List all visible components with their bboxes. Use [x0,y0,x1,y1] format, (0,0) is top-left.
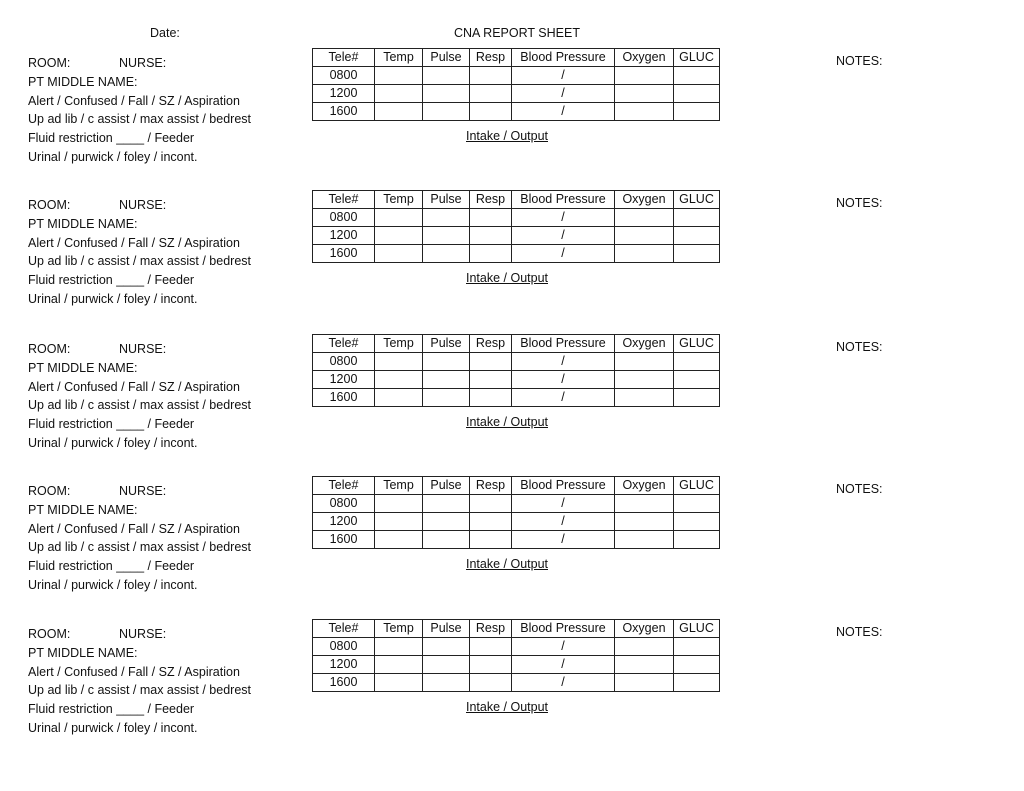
vitals-cell[interactable] [423,495,470,513]
time-cell: 1200 [313,371,375,389]
vitals-cell[interactable] [615,495,674,513]
vitals-cell[interactable] [615,513,674,531]
urinary-options: Urinal / purwick / foley / incont. [28,577,198,592]
column-header: GLUC [674,620,720,638]
column-header: Resp [470,620,512,638]
mobility-options: Up ad lib / c assist / max assist / bedrest [28,112,251,127]
column-header: Tele# [313,620,375,638]
column-header: Pulse [423,477,470,495]
nurse-label: NURSE: [119,56,167,70]
vitals-cell[interactable] [423,674,470,692]
intake-output-label: Intake / Output [466,129,548,143]
table-row [313,371,720,389]
vitals-cell[interactable] [375,103,423,121]
table-row [313,67,720,85]
time-cell: 0800 [313,209,375,227]
vitals-cell[interactable] [674,227,720,245]
column-header: Temp [375,477,423,495]
room-line [28,340,251,359]
time-cell: 1600 [313,674,375,692]
vitals-cell[interactable] [375,674,423,692]
middle-name-label: PT MIDDLE NAME: [28,502,138,517]
vitals-cell[interactable] [674,67,720,85]
vitals-cell[interactable] [423,353,470,371]
bp-cell[interactable]: / [512,638,615,656]
column-header: Tele# [313,477,375,495]
table-row [313,513,720,531]
vitals-cell[interactable] [615,389,674,407]
table-row [313,674,720,692]
room-label: ROOM: [28,342,71,356]
patient-info [28,482,251,595]
bp-cell[interactable]: / [512,103,615,121]
vitals-cell[interactable] [615,674,674,692]
vitals-cell[interactable] [674,389,720,407]
column-header: Resp [470,191,512,209]
room-line [28,54,251,73]
vitals-cell[interactable] [470,67,512,85]
column-header: Oxygen [615,49,674,67]
vitals-cell[interactable] [470,674,512,692]
time-cell: 1200 [313,513,375,531]
mobility-options: Up ad lib / c assist / max assist / bedrest [28,398,251,413]
mobility-options: Up ad lib / c assist / max assist / bedrest [28,540,251,555]
patient-info [28,196,251,309]
fluid-restriction: Fluid restriction ____ / Feeder [28,702,195,717]
bp-cell[interactable]: / [512,531,615,549]
bp-cell[interactable]: / [512,389,615,407]
patient-block [0,190,1024,330]
column-header: Pulse [423,620,470,638]
table-row [313,245,720,263]
urinary-options: Urinal / purwick / foley / incont. [28,720,198,735]
column-header: Resp [470,49,512,67]
bp-cell[interactable]: / [512,656,615,674]
room-label: ROOM: [28,198,71,212]
time-cell: 1200 [313,656,375,674]
bp-cell[interactable]: / [512,674,615,692]
column-header: Tele# [313,191,375,209]
fluid-restriction: Fluid restriction ____ / Feeder [28,417,195,432]
vitals-cell[interactable] [470,371,512,389]
intake-output-label: Intake / Output [466,700,548,714]
vitals-cell[interactable] [674,209,720,227]
patient-block [0,619,1024,759]
vitals-cell[interactable] [375,245,423,263]
column-header: Oxygen [615,335,674,353]
vitals-cell[interactable] [423,227,470,245]
column-header: Temp [375,49,423,67]
column-header: Temp [375,191,423,209]
vitals-cell[interactable] [615,103,674,121]
urinary-options: Urinal / purwick / foley / incont. [28,435,198,450]
table-row [313,656,720,674]
middle-name-label: PT MIDDLE NAME: [28,360,138,375]
table-row [313,353,720,371]
vitals-cell[interactable] [470,245,512,263]
column-header: Resp [470,335,512,353]
column-header: Blood Pressure [512,49,615,67]
vitals-cell[interactable] [470,531,512,549]
vitals-cell[interactable] [615,85,674,103]
vitals-cell[interactable] [375,638,423,656]
vitals-cell[interactable] [375,353,423,371]
intake-output-label: Intake / Output [466,557,548,571]
column-header: Tele# [313,335,375,353]
vitals-cell[interactable] [423,513,470,531]
fluid-restriction: Fluid restriction ____ / Feeder [28,559,195,574]
table-row [313,85,720,103]
vitals-cell[interactable] [470,209,512,227]
vitals-cell[interactable] [615,656,674,674]
status-options: Alert / Confused / Fall / SZ / Aspiration [28,235,240,250]
bp-cell[interactable]: / [512,245,615,263]
vitals-table [312,190,720,263]
vitals-table [312,48,720,121]
vitals-cell[interactable] [674,513,720,531]
vitals-table [312,334,720,407]
room-label: ROOM: [28,484,71,498]
intake-output-label: Intake / Output [466,271,548,285]
vitals-cell[interactable] [423,67,470,85]
bp-cell[interactable]: / [512,371,615,389]
notes-label: NOTES: [836,482,883,496]
vitals-cell[interactable] [375,67,423,85]
column-header: GLUC [674,191,720,209]
table-row [313,638,720,656]
vitals-cell[interactable] [423,85,470,103]
vitals-cell[interactable] [470,353,512,371]
nurse-label: NURSE: [119,342,167,356]
vitals-cell[interactable] [423,103,470,121]
bp-cell[interactable]: / [512,227,615,245]
vitals-cell[interactable] [674,495,720,513]
table-row [313,209,720,227]
vitals-cell[interactable] [674,103,720,121]
table-row [313,531,720,549]
column-header: Pulse [423,335,470,353]
table-row [313,227,720,245]
status-options: Alert / Confused / Fall / SZ / Aspiration [28,664,240,679]
column-header: Pulse [423,49,470,67]
vitals-cell[interactable] [615,353,674,371]
vitals-cell[interactable] [423,245,470,263]
vitals-cell[interactable] [674,674,720,692]
vitals-cell[interactable] [375,531,423,549]
room-label: ROOM: [28,627,71,641]
vitals-cell[interactable] [615,638,674,656]
column-header: Oxygen [615,191,674,209]
vitals-cell[interactable] [470,656,512,674]
fluid-restriction: Fluid restriction ____ / Feeder [28,273,195,288]
vitals-cell[interactable] [470,85,512,103]
vitals-cell[interactable] [674,85,720,103]
time-cell: 0800 [313,353,375,371]
time-cell: 0800 [313,638,375,656]
vitals-cell[interactable] [674,371,720,389]
column-header: Pulse [423,191,470,209]
bp-cell[interactable]: / [512,353,615,371]
patient-block [0,48,1024,188]
urinary-options: Urinal / purwick / foley / incont. [28,291,198,306]
vitals-cell[interactable] [375,85,423,103]
vitals-cell[interactable] [615,67,674,85]
fluid-restriction: Fluid restriction ____ / Feeder [28,131,195,146]
vitals-cell[interactable] [615,371,674,389]
vitals-cell[interactable] [375,227,423,245]
table-row [313,103,720,121]
vitals-cell[interactable] [674,245,720,263]
vitals-cell[interactable] [423,209,470,227]
urinary-options: Urinal / purwick / foley / incont. [28,149,198,164]
column-header: Temp [375,335,423,353]
status-options: Alert / Confused / Fall / SZ / Aspiration [28,93,240,108]
vitals-cell[interactable] [470,638,512,656]
vitals-cell[interactable] [615,209,674,227]
table-row [313,389,720,407]
time-cell: 1600 [313,103,375,121]
notes-label: NOTES: [836,54,883,68]
column-header: Tele# [313,49,375,67]
vitals-cell[interactable] [615,245,674,263]
time-cell: 0800 [313,495,375,513]
column-header: Oxygen [615,620,674,638]
bp-cell[interactable]: / [512,85,615,103]
column-header: Blood Pressure [512,477,615,495]
notes-label: NOTES: [836,340,883,354]
date-label: Date: [150,26,180,40]
page-title: CNA REPORT SHEET [454,26,580,40]
vitals-cell[interactable] [674,638,720,656]
column-header: Blood Pressure [512,620,615,638]
vitals-cell[interactable] [615,227,674,245]
vitals-cell[interactable] [470,513,512,531]
time-cell: 1600 [313,245,375,263]
time-cell: 0800 [313,67,375,85]
bp-cell[interactable]: / [512,495,615,513]
vitals-cell[interactable] [615,531,674,549]
column-header: Blood Pressure [512,335,615,353]
middle-name-label: PT MIDDLE NAME: [28,74,138,89]
vitals-cell[interactable] [375,513,423,531]
vitals-cell[interactable] [674,656,720,674]
patient-block [0,334,1024,474]
column-header: Oxygen [615,477,674,495]
vitals-cell[interactable] [375,389,423,407]
nurse-label: NURSE: [119,198,167,212]
vitals-cell[interactable] [423,638,470,656]
vitals-cell[interactable] [470,227,512,245]
column-header: GLUC [674,477,720,495]
vitals-cell[interactable] [470,103,512,121]
vitals-cell[interactable] [674,531,720,549]
time-cell: 1200 [313,227,375,245]
column-header: GLUC [674,49,720,67]
time-cell: 1200 [313,85,375,103]
vitals-cell[interactable] [470,389,512,407]
time-cell: 1600 [313,531,375,549]
vitals-cell[interactable] [423,656,470,674]
table-row [313,495,720,513]
status-options: Alert / Confused / Fall / SZ / Aspiration [28,379,240,394]
vitals-cell[interactable] [423,389,470,407]
vitals-cell[interactable] [375,209,423,227]
status-options: Alert / Confused / Fall / SZ / Aspiration [28,521,240,536]
bp-cell[interactable]: / [512,209,615,227]
vitals-cell[interactable] [674,353,720,371]
column-header: Blood Pressure [512,191,615,209]
nurse-label: NURSE: [119,484,167,498]
room-line [28,625,251,644]
column-header: Resp [470,477,512,495]
vitals-cell[interactable] [375,656,423,674]
mobility-options: Up ad lib / c assist / max assist / bedrest [28,254,251,269]
middle-name-label: PT MIDDLE NAME: [28,645,138,660]
bp-cell[interactable]: / [512,67,615,85]
nurse-label: NURSE: [119,627,167,641]
column-header: GLUC [674,335,720,353]
notes-label: NOTES: [836,625,883,639]
patient-info [28,54,251,167]
room-label: ROOM: [28,56,71,70]
vitals-cell[interactable] [470,495,512,513]
mobility-options: Up ad lib / c assist / max assist / bedrest [28,683,251,698]
middle-name-label: PT MIDDLE NAME: [28,216,138,231]
vitals-table [312,476,720,549]
notes-label: NOTES: [836,196,883,210]
time-cell: 1600 [313,389,375,407]
bp-cell[interactable]: / [512,513,615,531]
column-header: Temp [375,620,423,638]
vitals-cell[interactable] [375,371,423,389]
vitals-table [312,619,720,692]
vitals-cell[interactable] [375,495,423,513]
patient-block [0,476,1024,616]
vitals-cell[interactable] [423,371,470,389]
intake-output-label: Intake / Output [466,415,548,429]
room-line [28,482,251,501]
patient-info [28,340,251,453]
room-line [28,196,251,215]
vitals-cell[interactable] [423,531,470,549]
patient-info [28,625,251,738]
